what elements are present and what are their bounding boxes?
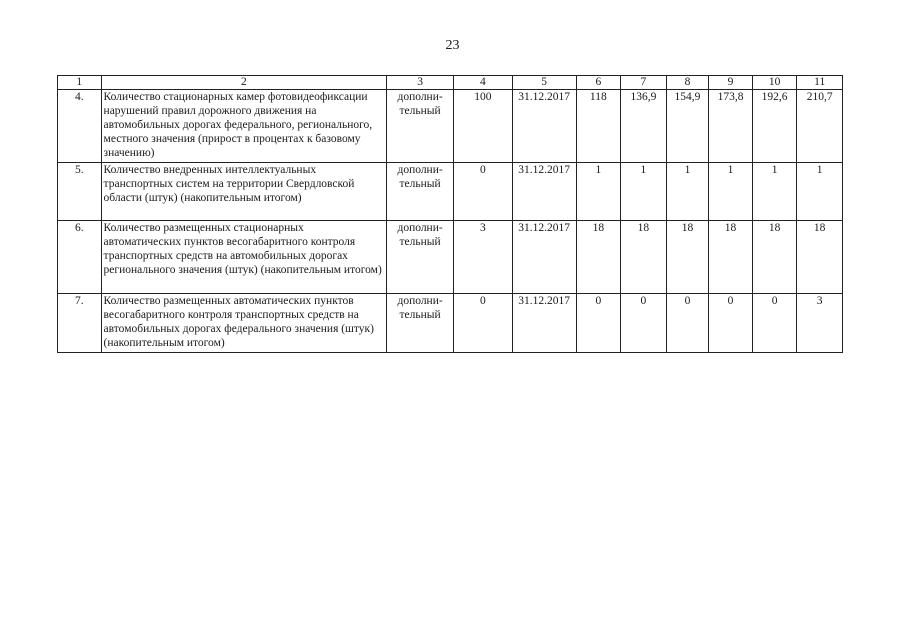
header-cell: 9	[709, 76, 753, 90]
value-cell: 1	[709, 163, 753, 221]
indicator-type: дополни-тельный	[387, 221, 454, 294]
value-cell: 0	[621, 294, 667, 353]
base-date: 31.12.2017	[512, 163, 576, 221]
indicator-name: Количество внедренных интеллектуальных транспортных систем на территории Свердловской области (штук) (накопительным итогом)	[101, 163, 387, 221]
value-cell: 18	[666, 221, 709, 294]
value-cell: 173,8	[709, 90, 753, 163]
table-row	[58, 294, 843, 353]
base-value: 0	[454, 163, 513, 221]
value-cell: 210,7	[797, 90, 843, 163]
value-cell: 0	[709, 294, 753, 353]
header-cell: 5	[512, 76, 576, 90]
row-number: 4.	[58, 90, 102, 163]
row-number: 7.	[58, 294, 102, 353]
indicator-name: Количество размещенных автоматических пунктов весогабаритного контроля транспортных средств на автомобильных дорогах федерального значения (штук) (накопительным итогом)	[101, 294, 387, 353]
value-cell: 0	[666, 294, 709, 353]
value-cell: 18	[797, 221, 843, 294]
value-cell: 3	[797, 294, 843, 353]
value-cell: 1	[797, 163, 843, 221]
value-cell: 18	[752, 221, 797, 294]
row-number: 5.	[58, 163, 102, 221]
value-cell: 154,9	[666, 90, 709, 163]
base-value: 3	[454, 221, 513, 294]
table-header-row	[58, 76, 843, 90]
base-value: 0	[454, 294, 513, 353]
table-row	[58, 90, 843, 163]
value-cell: 18	[621, 221, 667, 294]
table-row	[58, 163, 843, 221]
header-cell: 2	[101, 76, 387, 90]
value-cell: 1	[621, 163, 667, 221]
header-cell: 1	[58, 76, 102, 90]
header-cell: 7	[621, 76, 667, 90]
value-cell: 18	[709, 221, 753, 294]
value-cell: 18	[576, 221, 621, 294]
value-cell: 192,6	[752, 90, 797, 163]
indicator-type: дополни-тельный	[387, 163, 454, 221]
header-cell: 8	[666, 76, 709, 90]
base-date: 31.12.2017	[512, 90, 576, 163]
row-number: 6.	[58, 221, 102, 294]
header-cell: 11	[797, 76, 843, 90]
value-cell: 1	[752, 163, 797, 221]
indicator-type: дополни-тельный	[387, 294, 454, 353]
header-cell: 3	[387, 76, 454, 90]
value-cell: 136,9	[621, 90, 667, 163]
indicators-table	[57, 75, 843, 353]
base-value: 100	[454, 90, 513, 163]
header-cell: 6	[576, 76, 621, 90]
page-number: 23	[445, 38, 460, 53]
value-cell: 0	[752, 294, 797, 353]
table-row	[58, 221, 843, 294]
header-cell: 10	[752, 76, 797, 90]
value-cell: 118	[576, 90, 621, 163]
indicator-name: Количество стационарных камер фотовидеофиксации нарушений правил дорожного движения на автомобильных дорогах федерального, регионального, местного значения (прирост в процентах к базовому значению)	[101, 90, 387, 163]
base-date: 31.12.2017	[512, 294, 576, 353]
value-cell: 0	[576, 294, 621, 353]
indicator-type: дополни-тельный	[387, 90, 454, 163]
value-cell: 1	[666, 163, 709, 221]
base-date: 31.12.2017	[512, 221, 576, 294]
header-cell: 4	[454, 76, 513, 90]
indicator-name: Количество размещенных стационарных автоматических пунктов весогабаритного контроля транспортных средств на автомобильных дорогах регионального значения (штук) (накопительным итогом)	[101, 221, 387, 294]
value-cell: 1	[576, 163, 621, 221]
